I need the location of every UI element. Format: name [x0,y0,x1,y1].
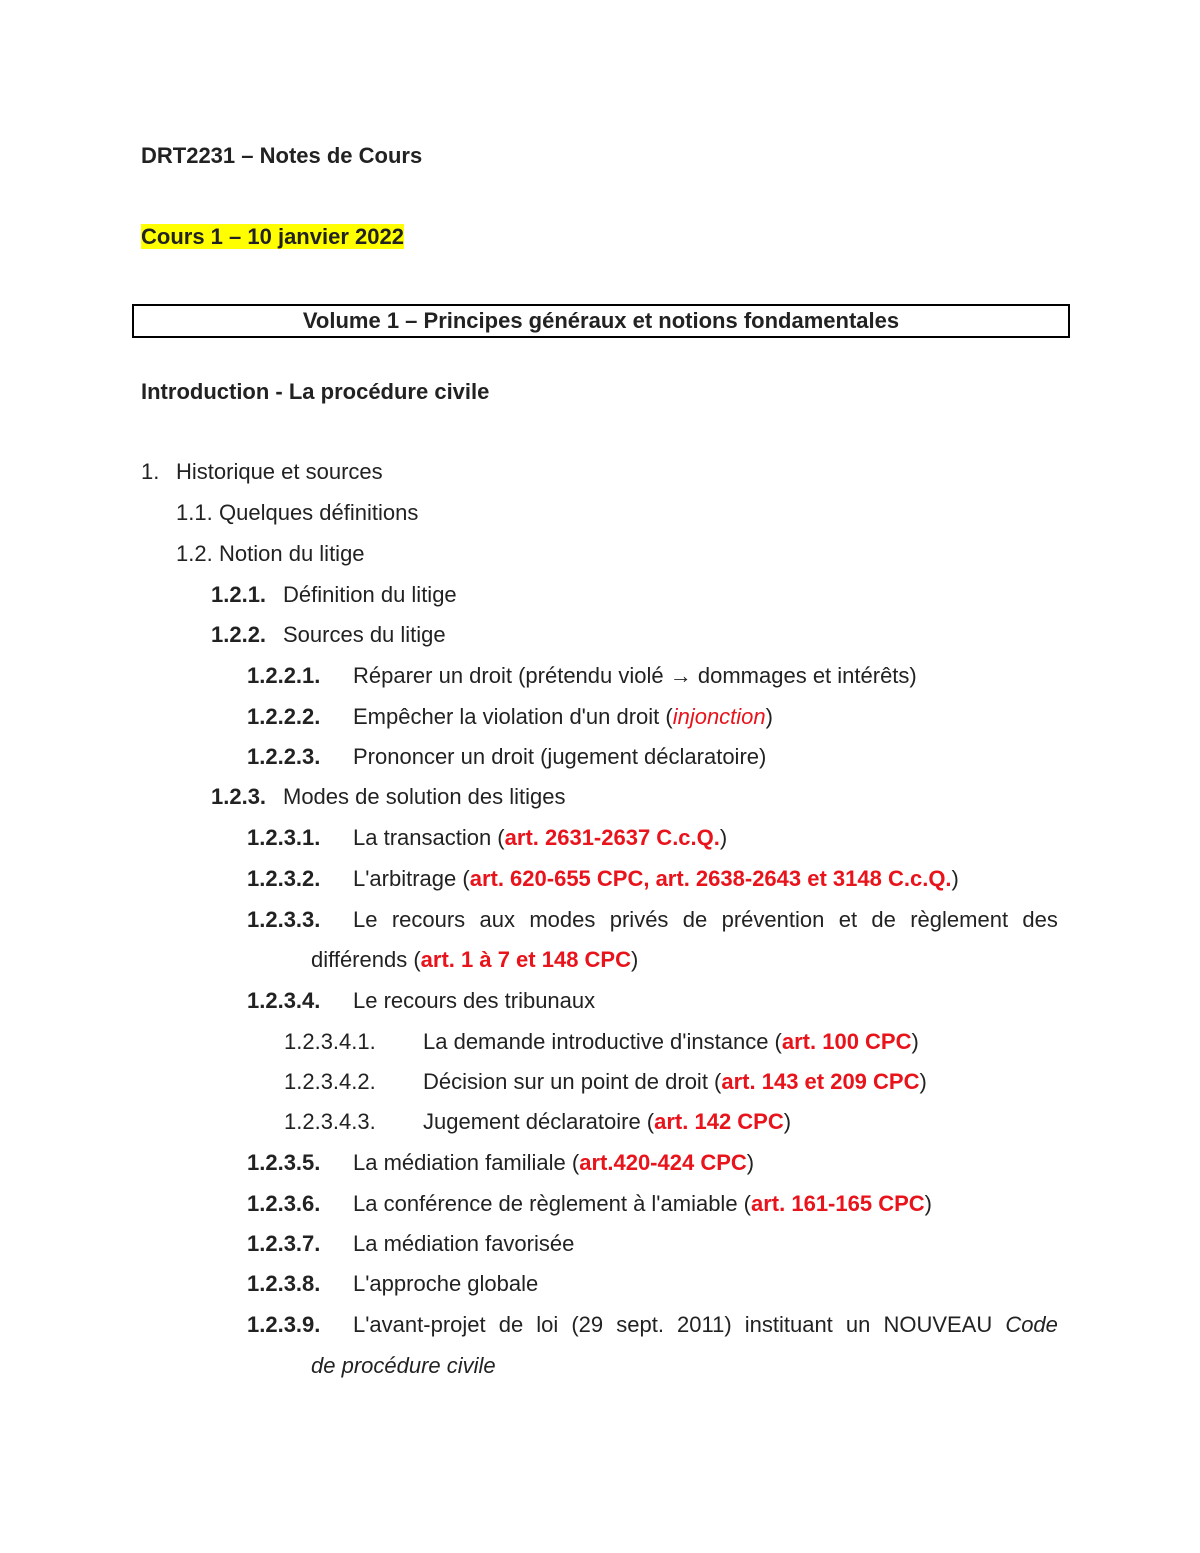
outline-item-1-2-3-4-1 [284,1029,919,1055]
item-text-close: ) [783,1109,792,1134]
outline-item-1-2-3-3-continued [311,947,638,973]
word: sept. [616,1312,664,1337]
word: prévention [721,907,825,932]
item-number: 1.2.3.8. [247,1271,321,1296]
item-text: Quelques définitions [219,500,419,525]
item-number: 1.2.3.7. [247,1231,321,1256]
item-text: Jugement déclaratoire ( [423,1109,655,1134]
item-text: La transaction ( [353,825,505,850]
legal-reference: art. 1 à 7 et 148 CPC [420,947,631,972]
item-text-justified [353,907,1058,933]
item-text: L'approche globale [353,1271,539,1296]
item-number: 1.2.3.4.1. [284,1029,376,1054]
legal-reference: art. 620-655 CPC, art. 2638-2643 et 3148 C.c.Q. [469,866,952,891]
outline-item-1-1 [176,500,418,526]
session-heading [141,224,404,250]
outline-item-1-2-3-4-3 [284,1109,791,1135]
session-highlight: Cours 1 – 10 janvier 2022 [141,224,404,249]
item-number: 1.2.3.4.2. [284,1069,376,1094]
word: de [682,907,708,932]
word: (29 [571,1312,604,1337]
item-number: 1.2.2. [211,622,267,647]
word: des [1022,907,1058,932]
outline-item-1-2-1 [211,582,457,608]
item-number: 1.2.3.2. [247,866,321,891]
item-text: Sources du litige [283,622,446,647]
legal-reference: injonction [672,704,766,729]
volume-title-box [132,304,1070,338]
item-text-close: ) [951,866,959,891]
item-number: 1.2.3.9. [247,1312,321,1337]
word: de [871,907,896,932]
outline-item-1-2-2 [211,622,446,648]
item-text: Notion du litige [219,541,365,566]
word-italic: Code [1005,1312,1058,1337]
item-text: différends ( [311,947,421,972]
item-number: 1.2.3. [211,784,267,809]
item-text: La conférence de règlement à l'amiable ( [353,1191,751,1216]
item-number: 1.2.2.1. [247,663,321,688]
outline-item-1-2-3-7 [247,1231,574,1257]
word: de [498,1312,524,1337]
item-number: 1.2.3.4.3. [284,1109,376,1134]
item-text: Empêcher la violation d'un droit ( [353,704,673,729]
outline-item-1 [141,459,383,485]
item-text-continued: dommages et intérêts) [697,663,917,688]
legal-reference: art.420-424 CPC [579,1150,747,1175]
word: 2011) [677,1312,732,1337]
item-number: 1. [141,459,160,484]
outline-item-1-2-3-9-continued: de procédure civile [311,1353,496,1378]
item-text-close: ) [631,947,639,972]
item-number: 1.2.3.6. [247,1191,321,1216]
item-text: Prononcer un droit (jugement déclaratoire) [353,744,767,769]
word: recours [391,907,466,932]
word: un [845,1312,871,1337]
outline-item-1-2-3-9 [247,1312,1058,1338]
word: aux [479,907,516,932]
outline-item-1-2-3-4-2 [284,1069,927,1095]
word: et [838,907,858,932]
item-text: Le recours des tribunaux [353,988,596,1013]
item-number: 1.2.1. [211,582,267,607]
word: instituant [744,1312,833,1337]
item-text: L'arbitrage ( [353,866,470,891]
outline-item-1-2-3-1 [247,825,727,851]
legal-reference: art. 2631-2637 C.c.Q. [504,825,720,850]
word: modes [529,907,596,932]
word: loi [536,1312,559,1337]
item-number: 1.2.3.4. [247,988,321,1013]
legal-reference: art. 142 CPC [654,1109,784,1134]
item-text: Décision sur un point de droit ( [423,1069,722,1094]
item-number: 1.2.3.3. [247,907,321,932]
item-text: La demande introductive d'instance ( [423,1029,782,1054]
item-number: 1.2.2.3. [247,744,321,769]
volume-title: Volume 1 – Principes généraux et notions fondamentales [302,308,900,333]
item-text: La médiation favorisée [353,1231,575,1256]
word: Le [353,907,378,932]
item-text-close: ) [719,825,728,850]
outline-item-1-2-3-6 [247,1191,932,1217]
item-text-close: ) [919,1069,927,1094]
word: privés [609,907,669,932]
legal-reference: art. 143 et 209 CPC [721,1069,920,1094]
item-number: 1.2. [176,541,213,566]
item-number: 1.2.3.5. [247,1150,321,1175]
item-number: 1.2.2.2. [247,704,321,729]
item-text-justified [353,1312,1058,1338]
legal-reference: art. 100 CPC [781,1029,912,1054]
item-text: Réparer un droit (prétendu violé [353,663,664,688]
outline-item-1-2-3-4 [247,988,595,1014]
item-text: Modes de solution des litiges [283,784,566,809]
item-text: Définition du litige [283,582,457,607]
item-text-close: ) [746,1150,755,1175]
outline-item-1-2-2-1 [247,663,917,689]
word: L'avant-projet [353,1312,486,1337]
legal-reference: art. 161-165 CPC [751,1191,925,1216]
outline-item-1-2-3-8 [247,1271,538,1297]
item-number: 1.2.3.1. [247,825,321,850]
item-text: Historique et sources [176,459,383,484]
intro-heading: Introduction - La procédure civile [141,379,490,404]
course-title: DRT2231 – Notes de Cours [141,143,423,168]
arrow-icon: → [669,663,692,688]
item-text-close: ) [924,1191,932,1216]
word: NOUVEAU [883,1312,993,1337]
outline-item-1-2-3-2 [247,866,959,892]
outline-item-1-2 [176,541,365,567]
item-number: 1.1. [176,500,213,525]
word: règlement [910,907,1009,932]
item-text: La médiation familiale ( [353,1150,580,1175]
outline-item-1-2-3 [211,784,566,810]
outline-item-1-2-3-5 [247,1150,754,1176]
outline-item-1-2-2-2 [247,704,773,730]
outline-item-1-2-2-3 [247,744,766,770]
outline-item-1-2-3-3 [247,907,1058,933]
item-text-close: ) [765,704,773,729]
item-text-close: ) [911,1029,919,1054]
